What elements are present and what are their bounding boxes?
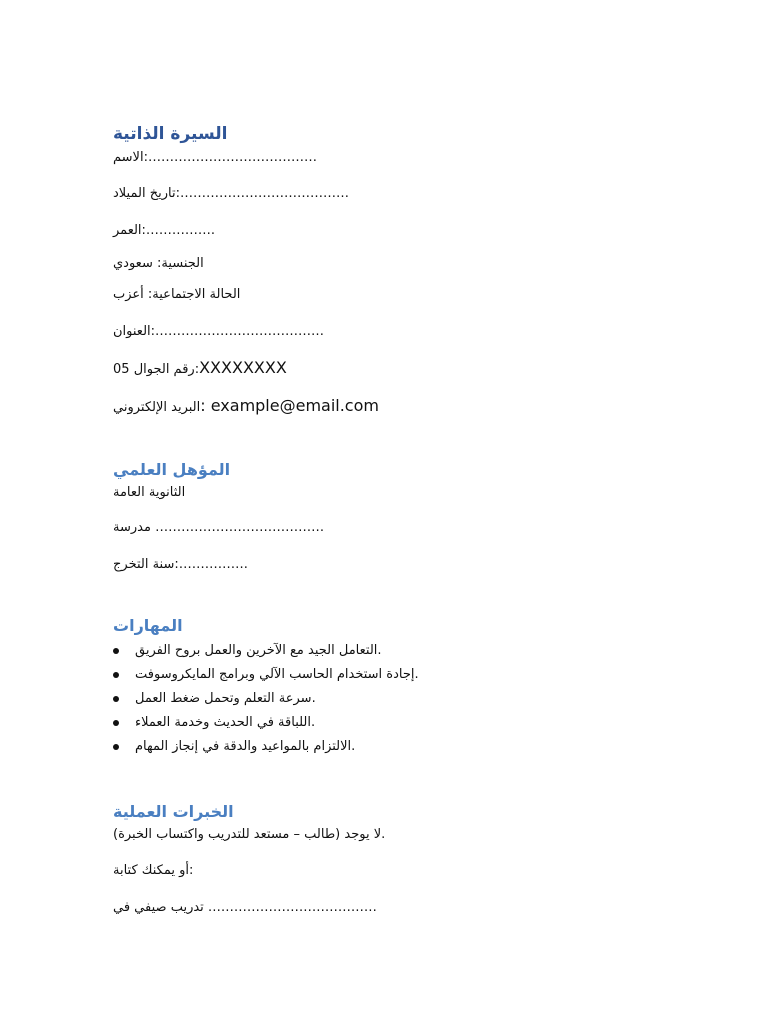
nationality-field: الجنسية: سعودي: [113, 256, 204, 271]
mobile-field: [113, 358, 673, 380]
list-item: [113, 711, 673, 735]
skills-list: [113, 639, 673, 759]
training-label: تدريب صيفي في: [113, 900, 204, 915]
birth-date-value: :…………………………………: [175, 186, 349, 201]
education-heading: المؤهل العلمي: [113, 460, 231, 479]
bullet-icon: [113, 648, 119, 654]
mobile-prefix: 05: [113, 362, 134, 377]
training-value: …………………………………: [203, 900, 377, 915]
bullet-icon: [113, 696, 119, 702]
email-field: [113, 396, 673, 418]
age-field: [113, 221, 673, 241]
experience-heading: الخبرات العملية: [113, 802, 234, 821]
experience-line-alt: [113, 861, 673, 881]
graduation-year-value: :…………….: [174, 557, 248, 572]
skill-text: سرعة التعلم وتحمل ضغط العمل.: [135, 691, 316, 706]
birth-date-label: تاريخ الميلاد: [113, 186, 176, 201]
skill-text: إجادة استخدام الحاسب الآلي وبرامج المايكروسوفت.: [135, 667, 419, 682]
age-value: :…………….: [141, 223, 216, 238]
mobile-label: رقم الجوال:: [133, 362, 200, 377]
name-label: الاسم: [113, 150, 144, 165]
age-label: العمر: [113, 223, 142, 238]
list-item: [113, 639, 673, 663]
school-type: الثانوية العامة: [113, 485, 186, 500]
experience-line-none: لا يوجد (طالب – مستعد للتدريب واكتساب الخبرة).: [113, 827, 386, 842]
skill-text: اللباقة في الحديث وخدمة العملاء.: [135, 715, 316, 730]
address-field: [113, 322, 673, 342]
mobile-value: XXXXXXXX: [199, 358, 287, 377]
bullet-icon: [113, 720, 119, 726]
school-value: …………………………………: [150, 520, 325, 535]
graduation-year-label: سنة التخرج: [113, 557, 175, 572]
list-item: [113, 687, 673, 711]
skills-heading: المهارات: [113, 616, 183, 635]
name-field: [113, 148, 673, 168]
cv-document: [113, 120, 673, 918]
name-value: :…………………………………: [143, 150, 317, 165]
experience-alt-label: أو يمكنك كتابة: [113, 863, 190, 878]
address-label: العنوان: [113, 324, 151, 339]
cv-title: السيرة الذاتية: [113, 124, 228, 144]
experience-line-training: [113, 898, 673, 918]
skill-text: الالتزام بالمواعيد والدقة في إنجاز المهام.: [135, 739, 356, 754]
school-name-field: [113, 518, 673, 538]
email-label: البريد الإلكتروني: [113, 400, 201, 415]
school-label: مدرسة: [113, 520, 151, 535]
address-value: :…………………………………: [150, 324, 325, 339]
bullet-icon: [113, 672, 119, 678]
list-item: [113, 735, 673, 759]
bullet-icon: [113, 744, 119, 750]
skill-text: التعامل الجيد مع الآخرين والعمل بروح الفريق.: [135, 643, 382, 658]
birth-date-field: [113, 184, 673, 204]
graduation-year-field: [113, 555, 673, 575]
experience-alt-colon: :: [189, 863, 194, 878]
marital-status-field: الحالة الاجتماعية: أعزب: [113, 287, 241, 302]
list-item: [113, 663, 673, 687]
email-value: : example@email.com: [200, 396, 379, 415]
